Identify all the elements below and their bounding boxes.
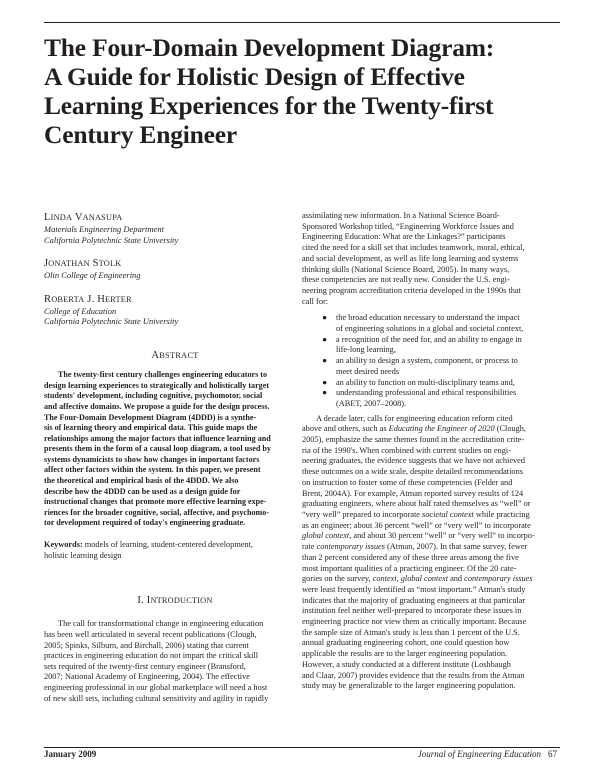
abstract-line: The Four-Domain Development Diagram (4DDD) is a synthe-	[44, 412, 257, 422]
introduction-paragraph	[44, 619, 306, 704]
body-line: assimilating new information. In a National Science Board-	[302, 211, 500, 220]
author-block	[44, 258, 306, 281]
body-line: indicates that the majority of graduating engineers at that particular	[302, 595, 526, 605]
abstract-line: students' development, including cognitive, psychomotor, social	[44, 391, 263, 401]
body-line: neering program accreditation criteria developed in the 1990s that	[302, 285, 521, 295]
body-line: thinking skills (National Science Board, 2005). In many ways,	[302, 264, 510, 274]
body-line: and social development, as well as life long learning and systems	[302, 253, 519, 263]
criteria-list	[302, 313, 558, 409]
body-line: A decade later, calls for engineering education reform cited	[316, 413, 513, 423]
list-item: ● an ability to design a system, component, or process to meet desired needs	[322, 356, 518, 376]
abstract-line: design learning experiences to strategically and holistically target	[44, 380, 270, 390]
list-item: ● understanding professional and ethical responsibilities (ABET, 2007–2008).	[322, 388, 517, 408]
abstract-line: affect other factors within the system. In this paper, we present	[44, 465, 261, 475]
paper-title	[44, 33, 564, 149]
author-block	[44, 212, 306, 245]
body-line: these competencies are not really new. Consider the U.S. engi-	[302, 275, 510, 285]
list-item: ● an ability to function on multi-disciplinary teams and,	[322, 377, 515, 387]
abstract-line: riences for the broader cognitive, social, affective, and psychomo-	[44, 507, 270, 517]
body-paragraph	[302, 414, 558, 692]
body-line: 2005), emphasize the same themes found in the accreditation crite-	[302, 435, 525, 445]
body-line: most important qualities of a practicing engineer. Of the 20 cate-	[302, 563, 517, 573]
body-line: were least frequently identified as “most important.” Atman's study	[302, 584, 526, 594]
body-line: ria of the 1990's. When combined with current studies on engi-	[302, 445, 511, 455]
body-line: call for:	[302, 296, 329, 306]
body-line: Engineering Education: What are the Linkages?” participants	[302, 232, 506, 242]
body-line: Sponsored Workshop titled, “Engineering Workforce Issues and	[302, 221, 514, 231]
bullet-icon: ●	[322, 334, 328, 344]
author-block	[44, 294, 306, 327]
body-line: as an engineer; about 36 percent “well” or “very well” to incorporate	[302, 520, 531, 530]
title-line: The Four-Domain Development Diagram:	[44, 33, 495, 62]
keywords-text: models of learning, student-centered development,	[82, 540, 253, 550]
author-affiliation: California Polytechnic State University	[44, 316, 179, 327]
abstract-line: and affective domains. We propose a guide for the design process.	[44, 401, 270, 411]
keywords	[44, 540, 306, 561]
body-line: However, a study conducted at a different institute (Loshbaugh	[302, 659, 511, 669]
body-line: of new skill sets, including cultural sensitivity and agility in rapidly	[44, 693, 269, 703]
body-line: than 2 percent considered any of these three areas among the five	[302, 552, 519, 562]
body-line: 2005; Spinks, Silburn, and Birchall, 2006) stating that current	[44, 640, 249, 650]
top-rule	[44, 22, 560, 23]
abstract-line: systems dynamicists to show how changes in important factors	[44, 454, 260, 464]
author-name: JONATHAN STOLK	[44, 258, 122, 270]
bullet-icon: ●	[322, 388, 328, 398]
body-line: cited the need for a skill set that includes teamwork, moral, ethical,	[302, 243, 525, 253]
body-line: and Claar, 2007) provides evidence that the results from the Atman	[302, 670, 525, 680]
body-line: practices in engineering education do not impart the critical skill	[44, 651, 259, 661]
bullet-icon: ●	[322, 356, 328, 366]
list-item: ● a recognition of the need for, and an ability to engage in life-long learning,	[322, 334, 522, 355]
section-heading-introduction: I. INTRODUCTION	[137, 595, 213, 607]
body-line: engineering practice nor view them as critically important. Because	[302, 617, 527, 627]
keywords-label: Keywords:	[44, 540, 83, 550]
abstract-line: the theoretical and empirical basis of the 4DDD. We also	[44, 476, 239, 486]
body-line: The call for transformational change in engineering education	[58, 619, 264, 629]
page-number: 67	[548, 749, 557, 759]
body-paragraph	[302, 211, 558, 307]
body-line: on instruction to foster some of these competencies (Felder and	[302, 477, 513, 487]
keywords-text: holistic learning design	[44, 550, 122, 560]
body-line: has been well articulated in several recent publications (Clough,	[44, 629, 257, 639]
body-line: Brent, 2004A). For example, Atman reported survey results of 124	[302, 488, 524, 498]
list-item: ● the broad education necessary to understand the impact of engineering solutions in a global and societal context,	[322, 313, 524, 334]
body-line: graduating engineers, where about half rated themselves as “well” or	[302, 499, 531, 509]
body-line: the sample size of Atman's study is less than 1 percent of the U.S.	[302, 627, 520, 637]
body-line: 2007; National Academy of Engineering, 2004). The effective	[44, 672, 250, 682]
abstract-line: The twenty-first century challenges engineering educators to	[58, 370, 268, 380]
body-line: global context, and about 30 percent “well” or “very well” to incorpo-	[302, 531, 535, 541]
body-line: study may be generalizable to the larger engineering population.	[302, 681, 516, 691]
body-line: institution feel neither well-prepared to incorporate these issues in	[302, 606, 522, 616]
title-line: A Guide for Holistic Design of Effective	[44, 62, 465, 91]
footer-date: January 2009	[44, 749, 97, 759]
abstract-line: instructional changes that promote more effective learning expe-	[44, 497, 267, 507]
body-line: rate contemporary issues (Atman, 2007). In that same survey, fewer	[302, 542, 528, 552]
author-name: ROBERTA J. HERTER	[44, 293, 132, 305]
body-line: annual graduating engineering cohort, one could question how	[302, 638, 510, 648]
journal-name: Journal of Engineering Education	[417, 749, 541, 759]
title-line: Learning Experiences for the Twenty-first	[44, 91, 494, 120]
author-affiliation: California Polytechnic State University	[44, 234, 179, 245]
abstract-body	[44, 370, 306, 529]
body-line: these outcomes on a wide scale, despite detailed recommendations	[302, 467, 523, 477]
abstract-line: describe how the 4DDD can be used as a design guide for	[44, 486, 241, 496]
title-line: Century Engineer	[44, 120, 237, 149]
right-column	[302, 211, 558, 692]
author-name: LINDA VANASUPA	[44, 212, 123, 223]
abstract-line: relationships among the major factors that influence learning and	[44, 433, 271, 443]
body-line: gories on the survey, context, global context and contemporary issues	[302, 574, 533, 584]
body-line: applicable the results are to the larger engineering population.	[302, 649, 508, 659]
left-column	[44, 212, 306, 704]
author-affiliation: College of Education	[44, 305, 117, 316]
body-line: neering graduates, the evidence suggests that we have not achieved	[302, 456, 526, 466]
body-line: engineering professional in our global marketplace will need a host	[44, 682, 268, 692]
body-line: sets required of the twenty-first century engineer (Bransford,	[44, 661, 246, 671]
abstract-heading: ABSTRACT	[151, 349, 199, 361]
author-affiliation: Olin College of Engineering	[44, 270, 141, 281]
abstract-line: sis of learning theory and empirical data. This guide maps the	[44, 423, 258, 433]
footer-rule	[44, 747, 560, 748]
abstract-line: tor development required of today's engineering graduate.	[44, 518, 246, 528]
footer-journal	[418, 749, 557, 759]
abstract-line: presents them in the form of a causal loop diagram, a tool used by	[44, 444, 271, 454]
bullet-icon: ●	[322, 313, 328, 323]
author-affiliation: Materials Engineering Department	[44, 224, 164, 234]
bullet-icon: ●	[322, 377, 328, 387]
body-line: “very well” prepared to incorporate societal context while practicing	[302, 509, 530, 519]
body-line: above and others, such as Educating the Engineer of 2020 (Clough,	[302, 424, 526, 434]
